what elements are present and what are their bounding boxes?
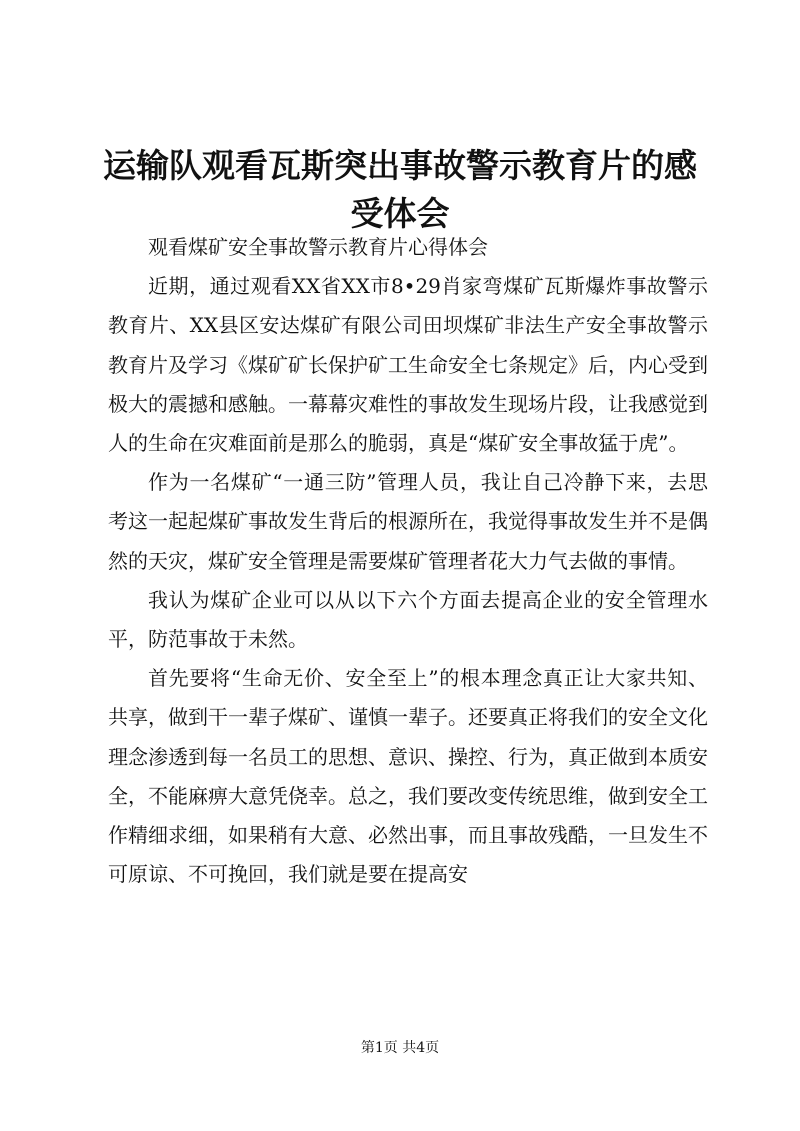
- page-title: 运输队观看瓦斯突出事故警示教育片的感受体会: [103, 146, 697, 233]
- paragraph-six-aspects: 我认为煤矿企业可以从以下六个方面去提高企业的安全管理水平，防范事故于未然。: [108, 587, 708, 652]
- paragraph-first-point: 首先要将“生命无价、安全至上”的根本理念真正让大家共知、共享，做到干一辈子煤矿、谨慎一辈子。还要真正将我们的安全文化理念渗透到每一名员工的思想、意识、操控、行为，真正做到本质安全，不能麻痹大意凭侥幸。总之，我们要改变传统思维，做到安全工作精细求细，如果稍有大意、必然出事，而且事故残酷，一旦发生不可原谅、不可挽回，我们就是要在提高安: [108, 666, 708, 887]
- paragraph-subtitle: 观看煤矿安全事故警示教育片心得体会: [148, 235, 488, 259]
- paragraph-reflection: 作为一名煤矿“一通三防”管理人员，我让自己冷静下来，去思考这一起起煤矿事故发生背后的根源所在，我觉得事故发生并不是偶然的天灾，煤矿安全管理是需要煤矿管理者花大力气去做的事情。: [108, 470, 708, 573]
- document-body: [108, 228, 708, 894]
- page-footer: 第1页 共4页: [360, 1040, 440, 1056]
- paragraph-intro: 近期，通过观看XX省XX市8•29肖家弯煤矿瓦斯爆炸事故警示教育片、XX县区安达煤矿有限公司田坝煤矿非法生产安全事故警示教育片及学习《煤矿矿长保护矿工生命安全七条规定》后，内心受到极大的震撼和感触。一幕幕灾难性的事故发生现场片段，让我感觉到人的生命在灾难面前是那么的脆弱，真是“煤矿安全事故猛于虎”。: [108, 274, 708, 456]
